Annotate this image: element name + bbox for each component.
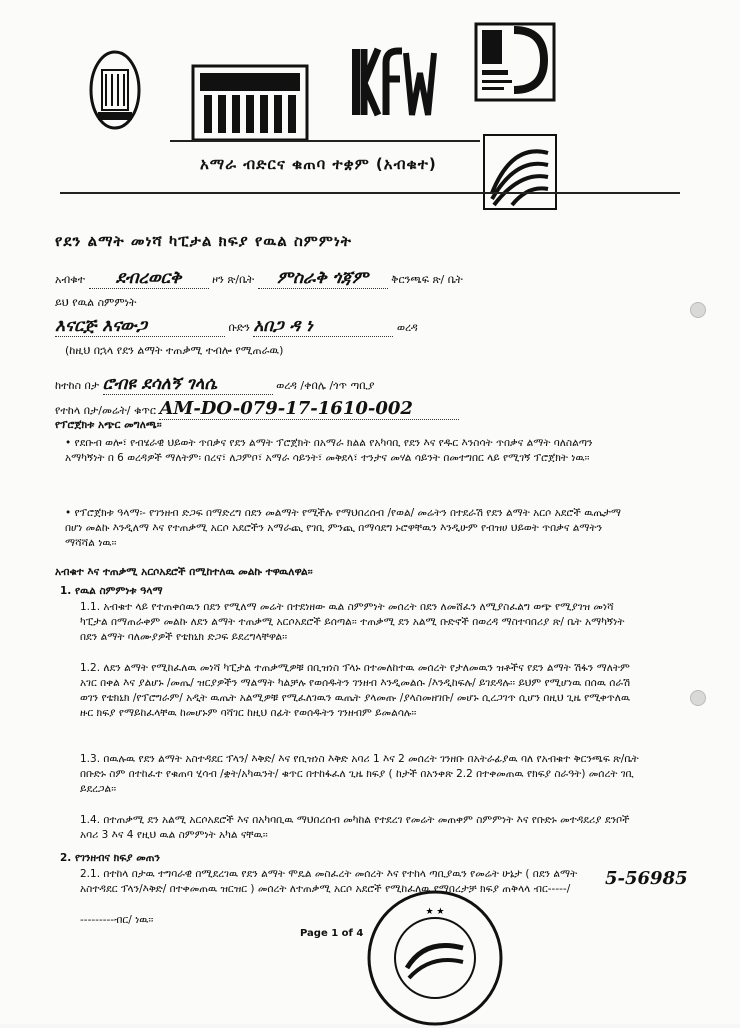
organization-name: አማራ ብድርና ቁጠባ ተቋም (አብቁተ)	[200, 155, 437, 173]
item-1-3: 1.3. በዉሉዉ የደን ልማት አስተዳደር ፕላን/ እቅድ/ እና የቢዝነስ እቅድ አባሪ 1 እና 2 መሰረት ገንዘቡ በአትራፊያዉ ባለ የአብቁተ ቅርንጫፍ ጽ/ቤት በቡድኑ ስም በተከፈተ የቁጠባ ሂሳብ /ቋት/አካዉንት/ ቁጥር በተከፋፈለ ጊዜ ክፍያ ( ከታች በአንቀጽ 2.2 በተቀመጠዉ የክፍያ ስራዓት) መሰረት ገቢ ይደረጋል፡፡	[80, 753, 639, 795]
label-woreda: ወረዳ	[396, 321, 418, 334]
branch-name-value: ደብረወርቅ	[89, 268, 209, 289]
zone-value: ምስራቅ ጎጃም	[258, 268, 388, 289]
label-location: ወረዳ /ቀበሌ /ጎጥ ጣቢያ	[276, 379, 375, 392]
institution-stamp	[365, 888, 505, 1028]
background-heading: የፕሮጀክቱ አጭር መግለጫ፡፡	[55, 419, 162, 431]
site-number-value: AM-DO-079-17-1610-002	[159, 398, 459, 420]
label-zone-office: ዞን ጽ/ቤት	[212, 273, 255, 286]
form-row-4	[55, 374, 375, 395]
background-bullet-1: • የደቡብ ወሎ፣ የብሄራዊ ህይወት ጥበቃና የደን ልማት ፕሮጀክት በአማራ ክልል የአካባቢ የደን እና የዱር እንስሳት ጥበቃና ልማት ባለስልጣን አማካኝነት በ 6 ወረዳዎች ማለትም፡ በረና፣ ለጋምቦ፣ አማራ ሳይንት፣ መቅደላ፣ ተንታና መሃል ሳይንት በመተግበር ላይ የሚገኝ ፕሮጀክት ነዉ፡፡	[65, 437, 593, 464]
beneficiary-note: (ከዚህ በኋላ የደን ልማት ተጠቃሚ ተብሎ የሚጠራዉ)	[65, 344, 284, 357]
kfw-logo	[348, 43, 438, 123]
site-value: ሮብዩ ደሳለኝ ገላሴ	[103, 374, 273, 395]
form-row-2b	[55, 316, 418, 337]
item-1-1: 1.1. አብቁተ ላይ የተጠቀሰዉን በደን የሚለማ መሬት በተደነዘው ዉል ስምምነት መሰረት በደን ለመሸፈን ለሚያስፈልግ ወጭ የሚያገዝ መነሻ ካፒታል በማጠራቀም መልኩ ለደን ልማት ተጠቃሚ አርሶአደሮች ይሰጣል፡፡ ተጠቃሚ ደን አልሚ ቡድኖች በወረዳ ማስተባበሪያ ጽ/ ቤት አማካኝነት በደን ልማት ባለሙያዎች የቴክኒክ ድጋፍ ይደረግላቸዋል፡፡	[80, 601, 625, 643]
background-bullet-2: • የፕሮጀክቱ ዓላማ፡- የገንዘብ ድጋፍ በማድረግ በደን መልማት የሚችሉ የማህበረሰብ /የወል/ መሬትን በተደራሽ የደን ልማት አርሶ አደሮች ዉጤታማ በሆነ መልኩ እንዲለማ እና የተጠቃሚ አርሶ አደሮችን አማራጪ የገቢ ምንጪ በማሳደግ ኑሮዋቸዉን እንዲሁም የብዝሀ ህይወት ጥበቃና ልማትን ማሻሻል ነዉ፡፡	[65, 507, 621, 549]
bullet-icon: •	[65, 437, 75, 449]
page-number: Page 1 of 4	[300, 928, 364, 939]
group-value: አበጋ ዳ ነ	[253, 316, 393, 337]
intro-text: አብቁተ እና ተጠቃሚ አርሶአደሮች በሚከተለዉ መልኩ ተዋዉለዋል፡፡	[55, 566, 313, 578]
logo-row	[80, 18, 560, 138]
header-rule-bottom	[60, 192, 680, 194]
label-site: ከተከስ በታ	[55, 379, 100, 392]
item-2-1-end: ---------ብር/ ነዉ፡፡	[80, 914, 154, 926]
item-1-4: 1.4. በተጠቃሚ ደን አልሚ አርሶአደሮች እና በአካባቢዉ ማህበረሰብ መካከል የተደረገ የመሬት መጠቀም ስምምነት እና የቡድኑ መተዳደሪያ ደንቦች አባሪ 3 እና 4 የዚህ ዉል ስምምነት አካል ናቸዉ፡፡	[80, 814, 630, 841]
amhara-emblem-logo	[88, 48, 142, 132]
acsi-logo	[482, 133, 558, 213]
label-site-number: የተከላ በታ/መሬት/ ቁጥር	[55, 404, 156, 417]
authority-emblem-logo	[190, 63, 310, 143]
form-title: የደን ልማት መነሻ ካፒታል ክፍያ የዉል ስምምነት	[55, 232, 352, 250]
giz-cooperation-logo	[474, 20, 556, 104]
punch-hole	[690, 690, 706, 706]
label-acsi: አብቁተ	[55, 273, 86, 286]
header-rule	[170, 140, 480, 142]
section-2-heading: 2. የገንዘብና ክፍያ መጠን	[60, 852, 160, 864]
form-row-2	[55, 296, 136, 310]
item-2-1: 2.1. በተከላ በታዉ ተግባራዊ በሚደረገዉ የደን ልማት ሞዴል መስፈረት መሰረት እና የተከላ ጣቢያዉን የመሬት ሁኔታ ( በደን ልማት አስተዳደር ፕላን/እቅድ/ በተቀመጠዉ ዝርዝር ) መሰረት ለተጠቃሚ አርሶ አደሮች የሚከፈለዉ የማበረታቻ ክፍያ ጠቅላላ ብር-----/	[80, 868, 578, 895]
bullet-icon: •	[65, 507, 75, 519]
svg-text:★ ★: ★ ★	[425, 907, 445, 917]
form-row-5	[55, 398, 459, 420]
label-group: ቡድን	[228, 321, 250, 334]
item-1-2: 1.2. ለደን ልማት የሚከፈለዉ መነሻ ካፒታል ተጠቃሚዎቹ በቢዝነስ ፕላኑ በተመለከተዉ መሰረት የታለመዉን ዝቶችና የደን ልማት ሽፋን ማለትም አገር በቀል እና ያልሆኑ /መጤ/ ዝርያዎችን ማልማት ካልቻሉ የወሰዱትን ገንዘብ እንዲመልሱ /እንዲከፍሉ/ ይገደዳሉ፡፡ ይህም የሚሆነዉ በሰዉ ሰራሽ ወገን የቴክኒክ /የፕሮግራም/ አዲት ዉጤት አልሚዎቹ የሚፈለገዉን ዉጤት ያላመጡ /ያላስመዘገቡ/ መሆኑ ሲረጋገጥ ሲሆን በዚህ ጊዜ የሚቀጥለዉ ዙር ክፍያ የማይከፈላቸዉ ከመሆኑም ባሻገር ከዚህ በፊት የወሰዱትን ገንዘብም ይመልሳሉ፡፡	[80, 662, 631, 719]
punch-hole	[690, 302, 706, 318]
form-row-1	[55, 268, 463, 289]
handwritten-amount: 5-56985	[605, 868, 688, 889]
section-1-heading: 1. የዉል ስምምነቱ ዓላማ	[60, 585, 163, 597]
label-agreement: ይህ የዉል ስምምነት	[55, 296, 137, 309]
label-branch-office: ቅርንጫፍ ጽ/ ቤት	[391, 273, 463, 286]
group-name-value: እናርጅ እናውጋ	[55, 316, 225, 337]
